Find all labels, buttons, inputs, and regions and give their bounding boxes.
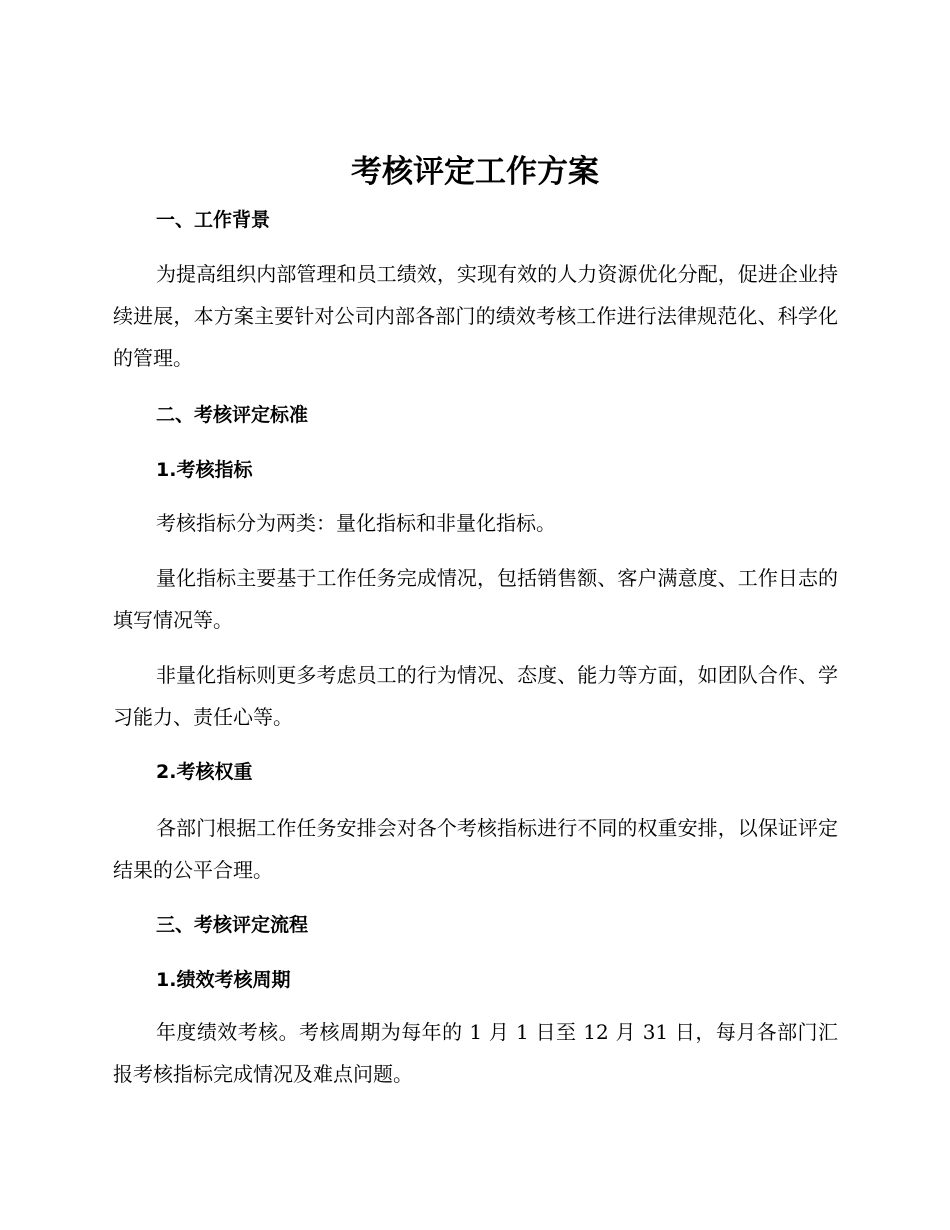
paragraph-weights: 各部门根据工作任务安排会对各个考核指标进行不同的权重安排，以保证评定结果的公平合理。 bbox=[113, 816, 838, 882]
subheading-weights: 2.考核权重 bbox=[156, 761, 253, 783]
paragraph-background: 为提高组织内部管理和员工绩效，实现有效的人力资源优化分配，促进企业持续进展，本方案主要针对公司内部各部门的绩效考核工作进行法律规范化、科学化的管理。 bbox=[113, 262, 838, 370]
document-title: 考核评定工作方案 bbox=[351, 154, 599, 190]
subheading-cycle: 1.绩效考核周期 bbox=[156, 969, 291, 991]
paragraph-cycle: 年度绩效考核。考核周期为每年的 1 月 1 日至 12 月 31 日，每月各部门汇报考核指标完成情况及难点问题。 bbox=[113, 1020, 838, 1086]
section-heading-background: 一、工作背景 bbox=[156, 209, 271, 231]
section-heading-process: 三、考核评定流程 bbox=[156, 914, 309, 936]
paragraph-qualitative: 非量化指标则更多考虑员工的行为情况、态度、能力等方面，如团队合作、学习能力、责任心等。 bbox=[113, 663, 838, 729]
subheading-indicators: 1.考核指标 bbox=[156, 459, 253, 481]
section-heading-standards: 二、考核评定标准 bbox=[156, 404, 309, 426]
paragraph-quantitative: 量化指标主要基于工作任务完成情况，包括销售额、客户满意度、工作日志的填写情况等。 bbox=[113, 566, 838, 632]
paragraph-indicator-types: 考核指标分为两类：量化指标和非量化指标。 bbox=[156, 511, 556, 535]
